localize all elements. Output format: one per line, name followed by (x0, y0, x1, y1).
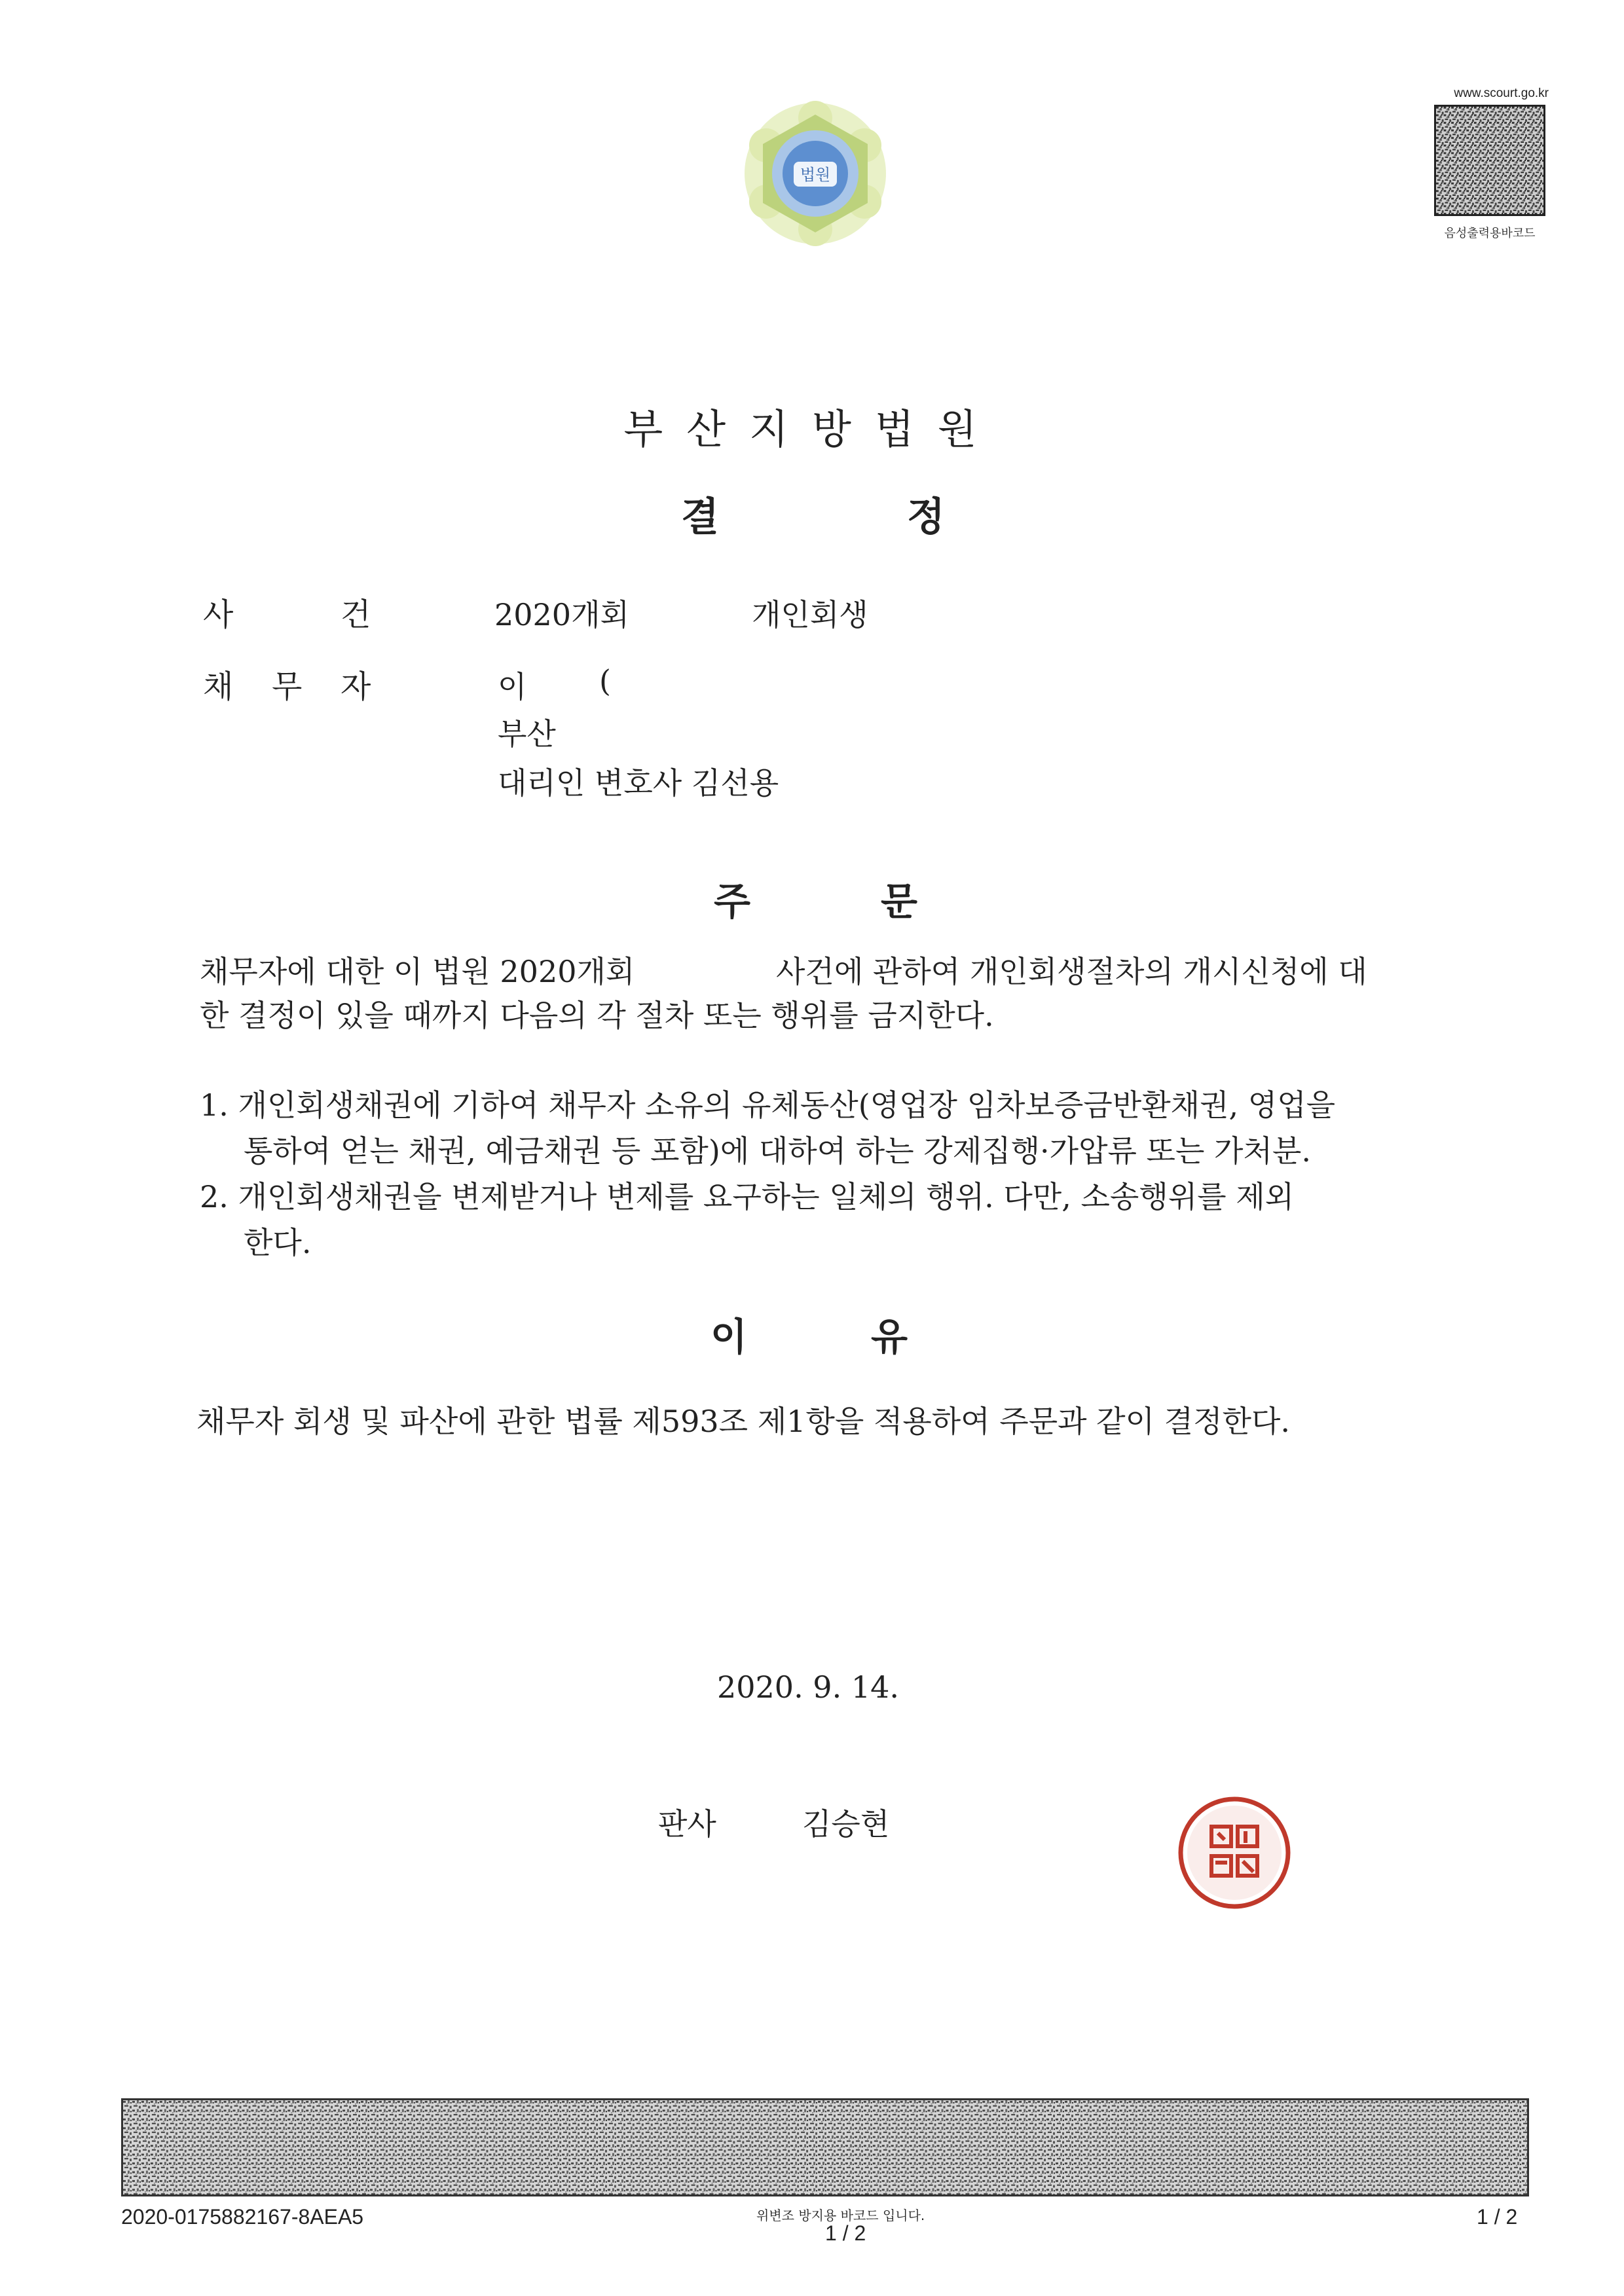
order-item2-line2: 한다. (244, 1225, 312, 1260)
order-item2-line1: 2. 개인회생채권을 변제받거나 변제를 요구하는 일체의 행위. 다만, 소송행위를 제외 (200, 1179, 1295, 1214)
debtor-agent: 대리인 변호사 김선용 (498, 765, 779, 801)
emblem-text: 법원 (800, 166, 831, 184)
reason-heading-right: 유 (871, 1315, 908, 1359)
judge-seal-stamp (1172, 1791, 1297, 1915)
debtor-label-mu: 무 (272, 668, 303, 705)
reason-text: 채무자 회생 및 파산에 관한 법률 제593조 제1항을 적용하여 주문과 같이 결정한다. (196, 1404, 1291, 1439)
order-item1-line1: 1. 개인회생채권에 기하여 채무자 소유의 유체동산(영업장 임차보증금반환채권, 영업을 (200, 1087, 1336, 1123)
footer-page-center: 1 / 2 (825, 2221, 866, 2245)
court-name: 부산지방법원 (623, 405, 1001, 453)
order-para-line1a: 채무자에 대한 이 법원 2020개회 (200, 954, 635, 989)
debtor-paren: ( (599, 663, 611, 699)
voice-output-barcode (1434, 105, 1545, 216)
footer-page-right: 1 / 2 (1477, 2205, 1518, 2229)
anti-forgery-barcode (121, 2098, 1529, 2196)
doc-title-left: 결 (681, 494, 719, 540)
case-number: 2020개회 (494, 597, 629, 632)
footer-doc-id: 2020-0175882167-8AEA5 (121, 2205, 364, 2229)
decision-date: 2020. 9. 14. (717, 1669, 899, 1705)
order-heading-right: 문 (881, 879, 918, 924)
judge-title: 판사 (658, 1806, 716, 1842)
debtor-name: 이 (498, 669, 527, 704)
order-para-line2: 한 결정이 있을 때까지 다음의 각 절차 또는 행위를 금지한다. (200, 998, 994, 1033)
order-heading-left: 주 (714, 879, 751, 924)
judge-name: 김승현 (802, 1806, 890, 1842)
case-label-sa: 사 (203, 596, 234, 633)
order-item1-line2: 통하여 얻는 채권, 예금채권 등 포함)에 대하여 하는 강제집행·가압류 또는 가처분. (244, 1133, 1311, 1169)
court-emblem-logo (740, 98, 891, 249)
debtor-label-chae: 채 (203, 668, 234, 705)
qr-url: www.scourt.go.kr (1454, 86, 1549, 100)
doc-title-right: 정 (907, 494, 945, 540)
case-type: 개인회생 (752, 597, 868, 632)
debtor-label-ja: 자 (341, 668, 371, 705)
case-label-geon: 건 (341, 596, 371, 633)
debtor-address: 부산 (498, 716, 556, 752)
footer-anti-forgery-note: 위변조 방지용 바코드 입니다. (756, 2208, 925, 2223)
reason-heading-left: 이 (710, 1315, 748, 1359)
order-para-line1b: 사건에 관하여 개인회생절차의 개시신청에 대 (776, 954, 1367, 989)
qr-caption: 음성출력용바코드 (1444, 227, 1536, 240)
